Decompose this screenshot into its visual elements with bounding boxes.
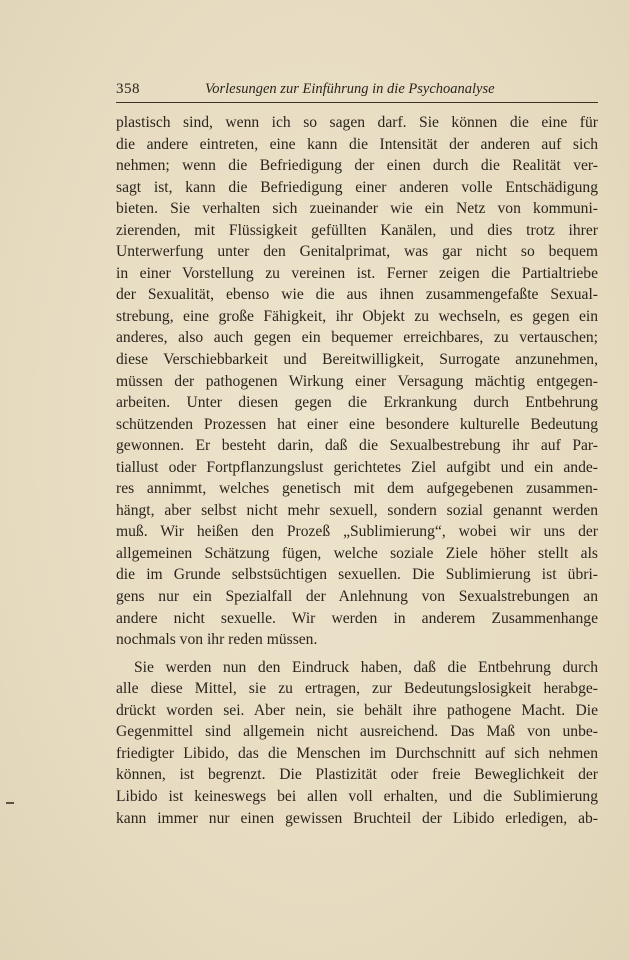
text-line: anderes, also auch gegen ein bequemer erreichbares, zu vertauschen;: [116, 329, 598, 347]
page-header: [116, 80, 598, 103]
text-line: hängt, aber selbst nicht mehr sexuell, sondern sozial genannt werden: [116, 501, 598, 519]
text-line: nochmals von ihr reden müssen.: [116, 631, 318, 649]
text-line: gewonnen. Er besteht darin, daß die Sexualbestrebung ihr auf Par-: [116, 437, 598, 455]
text-line: diese Verschiebbarkeit und Bereitwilligkeit, Surrogate anzunehmen,: [116, 351, 598, 369]
text-line: plastisch sind, wenn ich so sagen darf. Sie können die eine für: [116, 114, 598, 131]
text-line: strebung, eine große Fähigkeit, ihr Objekt zu wechseln, es gegen ein: [116, 307, 598, 325]
text-line: kann immer nur einen gewissen Bruchteil der Libido erledigen, ab-: [116, 809, 598, 827]
text-line: alle diese Mittel, sie zu ertragen, zur Bedeutungslosigkeit herabge-: [116, 680, 598, 698]
text-line: nehmen; wenn die Befriedigung der einen durch die Realität ver-: [116, 157, 598, 175]
text-line: die im Grunde selbstsüchtigen sexuellen. Die Sublimierung ist übri-: [116, 566, 598, 584]
text-line: in einer Vorstellung zu vereinen ist. Ferner zeigen die Partialtriebe: [116, 264, 598, 282]
text-line: allgemeinen Schätzung fügen, welche soziale Ziele höher stellt als: [116, 544, 598, 562]
body-text: [116, 112, 598, 829]
text-line: andere nicht sexuelle. Wir werden in anderem Zusammenhange: [116, 609, 598, 627]
text-line: Libido ist keineswegs bei allen voll erhalten, und die Sublimierung: [116, 787, 598, 805]
text-line: können, ist begrenzt. Die Plastizität oder freie Beweglichkeit der: [116, 766, 598, 784]
text-line: gens nur ein Spezialfall der Anlehnung von Sexualstrebungen an: [116, 588, 598, 606]
text-line: tiallust oder Fortpflanzungslust gerichtetes Ziel aufgibt und ein ande-: [116, 458, 598, 476]
text-line: Gegenmittel sind allgemein nicht ausreichend. Das Maß von unbe-: [116, 723, 598, 741]
running-title: Vorlesungen zur Einführung in die Psychoanalyse: [205, 81, 495, 97]
text-line: die andere eintreten, eine kann die Intensität der anderen auf sich: [116, 135, 598, 153]
text-line: Unterwerfung unter den Genitalprimat, was gar nicht so bequem: [116, 243, 598, 261]
text-line: arbeiten. Unter diesen gegen die Erkrankung durch Entbehrung: [116, 394, 598, 412]
text-line: zierenden, mit Flüssigkeit gefüllten Kanälen, und dies trotz ihrer: [116, 221, 598, 239]
text-line: res annimmt, welches genetisch mit dem aufgegebenen zusammen-: [116, 480, 598, 498]
text-line: bieten. Sie verhalten sich zueinander wie ein Netz von kommuni-: [116, 200, 598, 218]
text-line: drückt worden sei. Aber nein, sie behält ihre pathogene Macht. Die: [116, 701, 598, 719]
text-line: sagt ist, kann die Befriedigung einer anderen volle Entschädigung: [116, 178, 598, 196]
text-line: Sie werden nun den Eindruck haben, daß die Entbehrung durch: [134, 658, 598, 676]
text-line: friedigter Libido, das die Menschen im Durchschnitt auf sich nehmen: [116, 744, 598, 762]
text-line: der Sexualität, ebenso wie die aus ihnen zusammengefaßte Sexual-: [116, 286, 598, 304]
page-number: 358: [116, 81, 140, 97]
margin-mark: [6, 802, 14, 804]
text-line: schützenden Prozessen hat einer eine besondere kulturelle Bedeutung: [116, 415, 598, 433]
text-line: müssen der pathogenen Wirkung einer Versagung mächtig entgegen-: [116, 372, 598, 390]
text-line: muß. Wir heißen den Prozeß „Sublimierung“, wobei wir uns der: [116, 523, 598, 541]
